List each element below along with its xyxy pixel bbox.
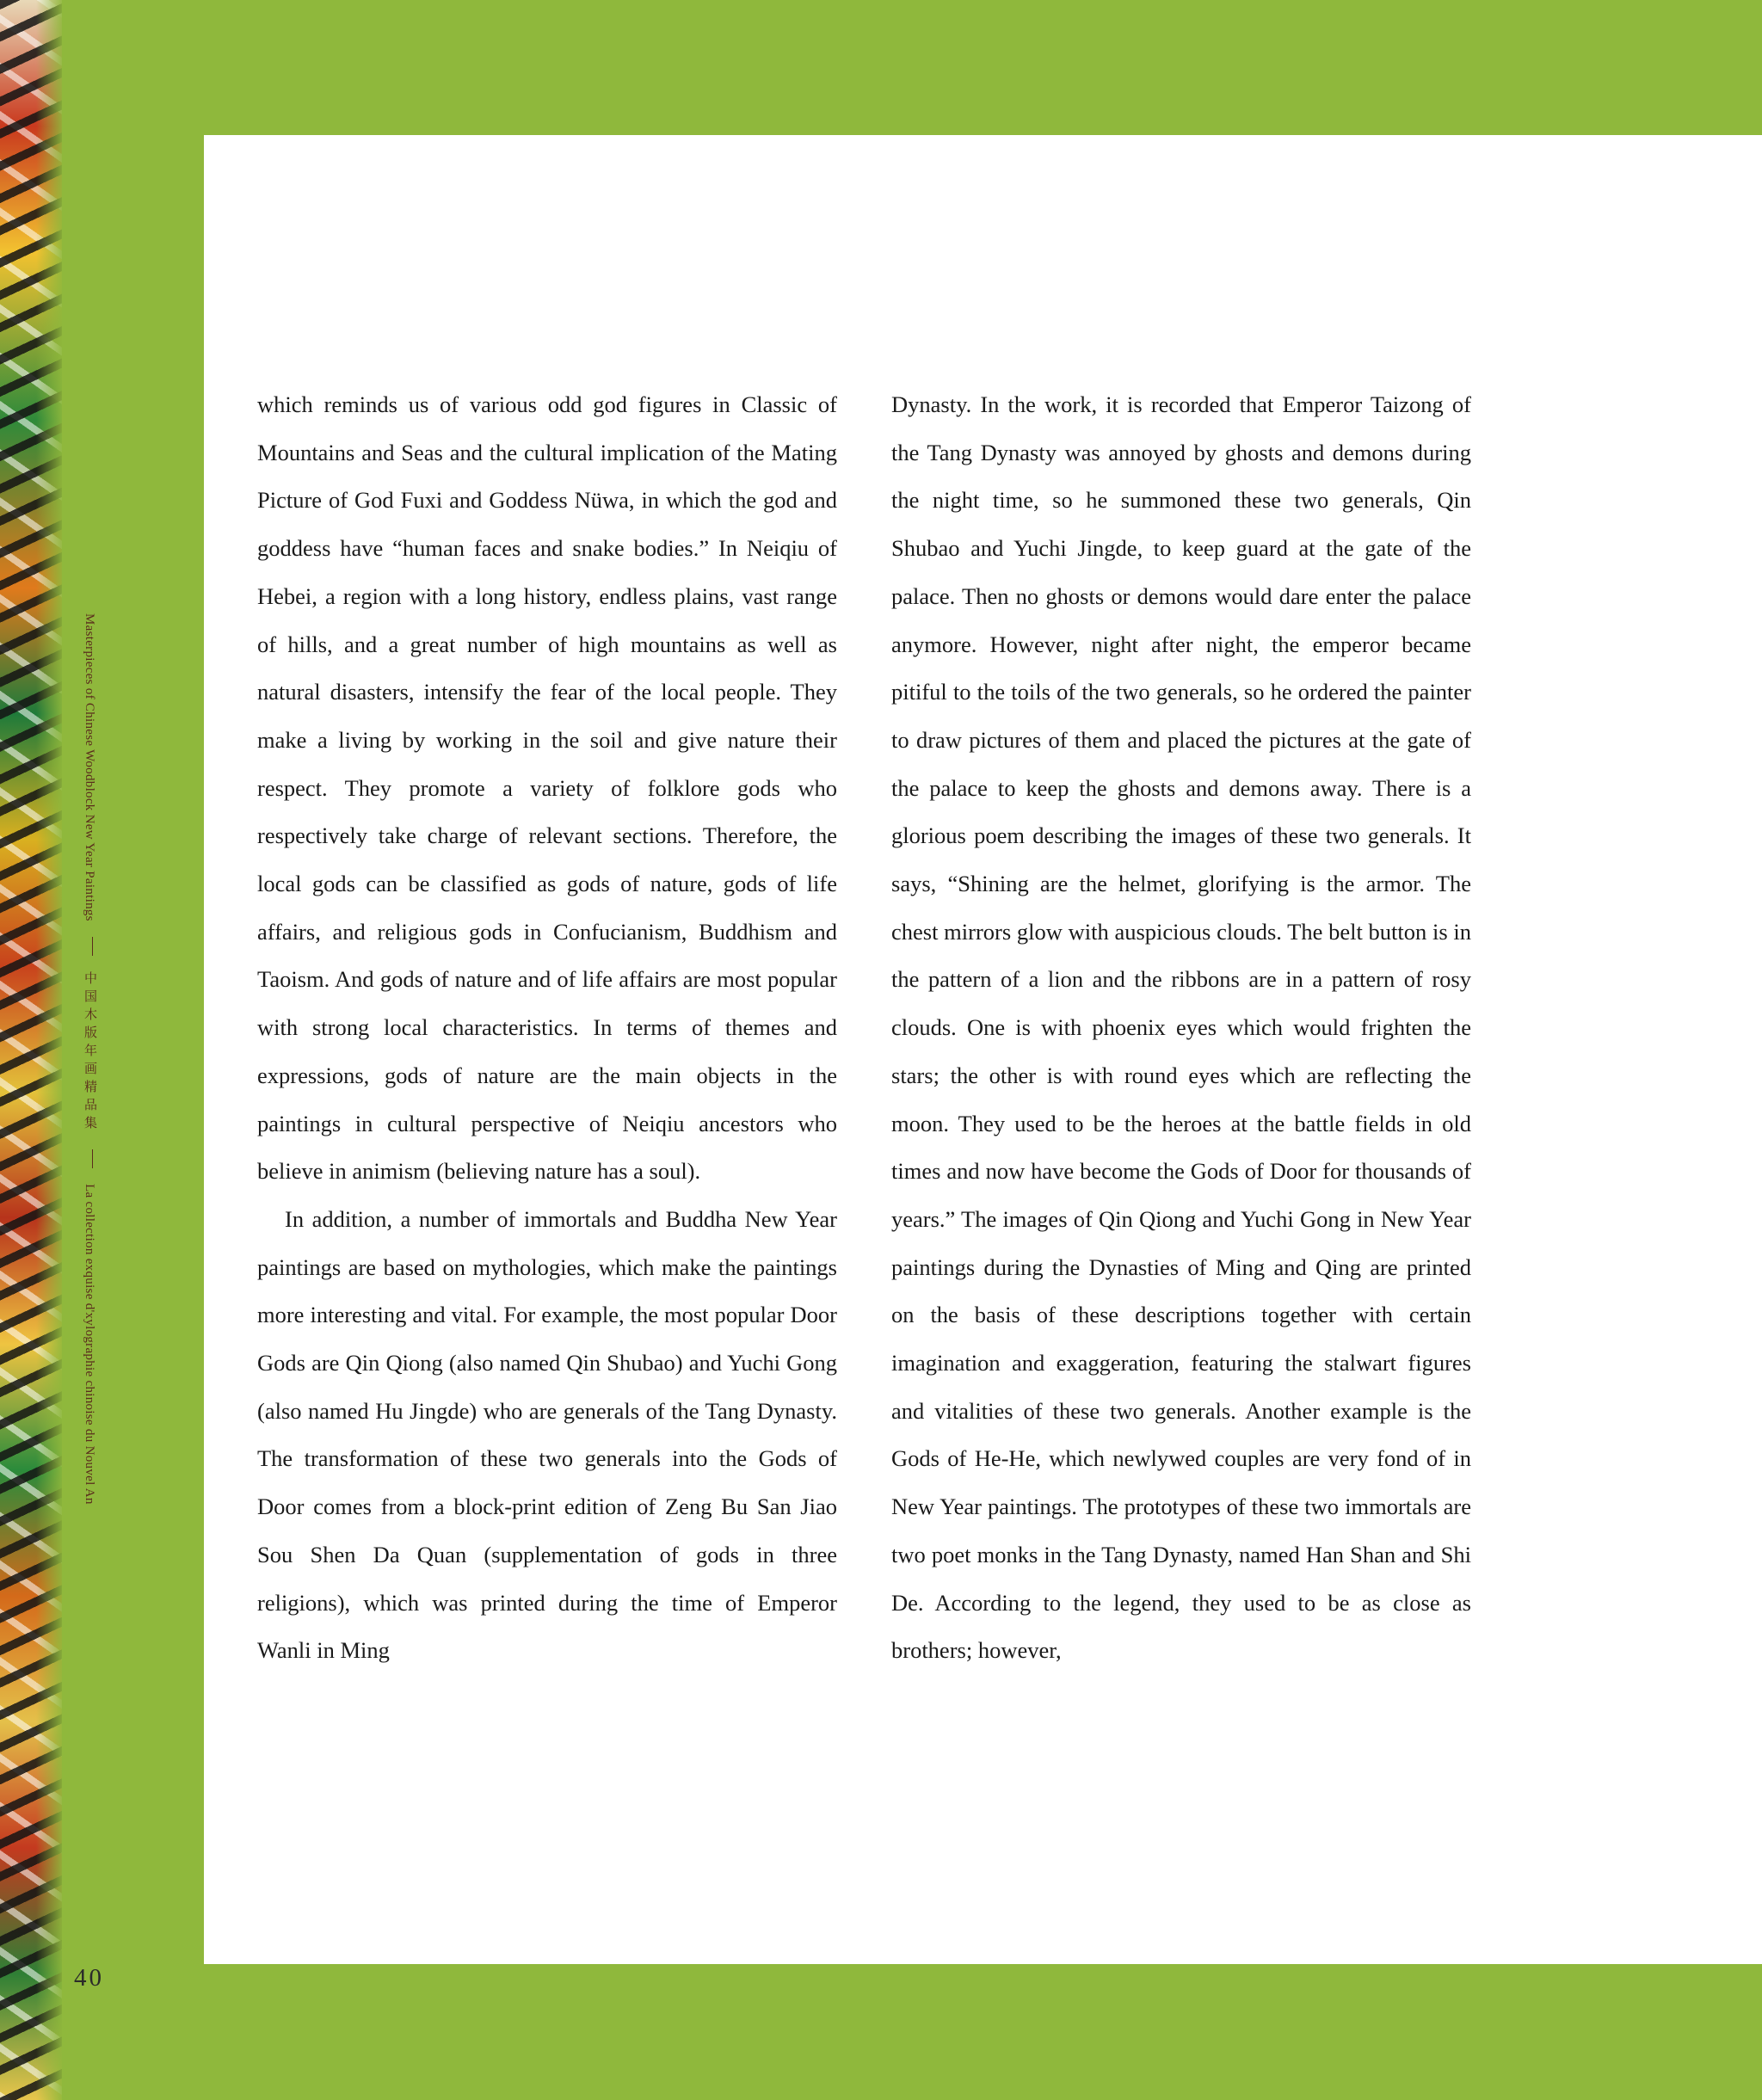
running-title-divider <box>92 937 93 956</box>
running-title-english: Masterpieces of Chinese Woodblock New Year Paintings <box>83 613 96 921</box>
running-title <box>83 613 95 1505</box>
left-paragraph-2: In addition, a number of immortals and Buddha New Year paintings are based on mythologies, which make the paintings more interesting and vital. For example, the most popular Door Gods are Qin Qiong (also named Qin Shubao) and Yuchi Gong (also named Hu Jingde) who are generals of the Tang Dynasty. The transformation of these two generals into the Gods of Door comes from a block-print edition of Zeng Bu San Jiao Sou Shen Da Quan (supplementation of gods in three religions), which was printed during the time of Emperor Wanli in Ming <box>257 1205 837 1664</box>
decorative-painting-strip <box>0 0 62 2100</box>
running-title-divider <box>92 1149 93 1168</box>
page-content-panel <box>204 135 1762 1964</box>
left-text-column <box>257 381 837 1675</box>
left-paragraph-1: which reminds us of various odd god figures in Classic of Mountains and Seas and the cultural implication of the Mating Picture of God Fuxi and Goddess Nüwa, in which the god and goddess have “human faces and snake bodies.” In Neiqiu of Hebei, a region with a long history, endless plains, vast range of hills, and a great number of high mountains as well as natural disasters, intensify the fear of the local people. They make a living by working in the soil and give nature their respect. They promote a variety of folklore gods who respectively take charge of relevant sections. Therefore, the local gods can be classified as gods of nature, gods of life affairs, and religious gods in Confucianism, Buddhism and Taoism. And gods of nature and of life affairs are most popular with strong local characteristics. In terms of themes and expressions, gods of nature are the main objects in the paintings in cultural perspective of Neiqiu ancestors who believe in animism (believing nature has a soul). <box>257 391 837 1185</box>
right-text-column <box>891 381 1471 1675</box>
running-title-french: La collection exquise d'xylographie chinoise du Nouvel An <box>83 1184 96 1505</box>
page-number: 40 <box>74 1964 104 1992</box>
running-title-chinese: 中国木版年画精品集 <box>83 970 96 1134</box>
right-paragraph-1: Dynasty. In the work, it is recorded that Emperor Taizong of the Tang Dynasty was annoyed by ghosts and demons during the night time, so he summoned these two generals, Qin Shubao and Yuchi Jingde, to keep guard at the gate of the palace. Then no ghosts or demons would dare enter the palace anymore. However, night after night, the emperor became pitiful to the toils of the two generals, so he ordered the painter to draw pictures of them and placed the pictures at the gate of the palace to keep the ghosts and demons away. There is a glorious poem describing the images of these two generals. It says, “Shining are the helmet, glorifying is the armor. The chest mirrors glow with auspicious clouds. The belt button is in the pattern of a lion and the ribbons are in a pattern of rosy clouds. One is with phoenix eyes which would frighten the stars; the other is with round eyes which are reflecting the moon. They used to be the heroes at the battle fields in old times and now have become the Gods of Door for thousands of years.” The images of Qin Qiong and Yuchi Gong in New Year paintings during the Dynasties of Ming and Qing are printed on the basis of these descriptions together with certain imagination and exaggeration, featuring the stalwart figures and vitalities of these two generals. Another example is the Gods of He-He, which newlywed couples are very fond of in New Year paintings. The prototypes of these two immortals are two poet monks in the Tang Dynasty, named Han Shan and Shi De. According to the legend, they used to be as close as brothers; however, <box>891 391 1471 1664</box>
